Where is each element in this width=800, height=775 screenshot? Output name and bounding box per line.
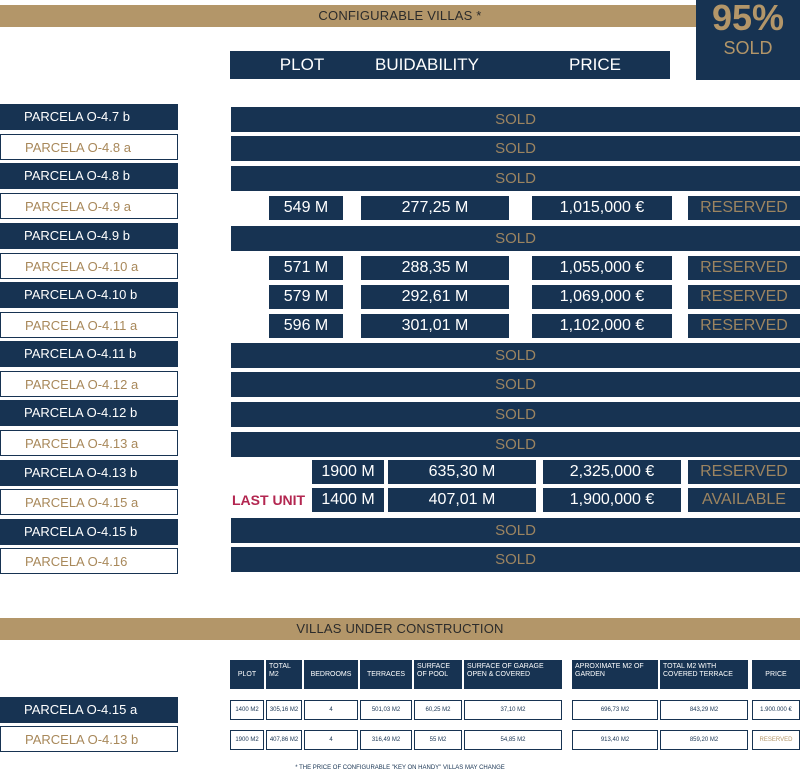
ct-cell-price: RESERVED <box>752 730 800 750</box>
sold-bar: SOLD <box>231 518 800 543</box>
sold-bar: SOLD <box>231 136 800 161</box>
lot-label: PARCELA O-4.10 a <box>0 253 178 279</box>
footnote: * THE PRICE OF CONFIGURABLE "KEY ON HANDY" VILLAS MAY CHANGE <box>295 765 505 771</box>
buildability-cell: 277,25 M <box>361 196 509 220</box>
sold-bar: SOLD <box>231 343 800 368</box>
ct-header-price: PRICE <box>752 660 800 689</box>
column-header-price: PRICE <box>569 55 621 74</box>
ct-header-total-covered: TOTAL M2 WITH COVERED TERRACE <box>660 660 748 689</box>
sold-bar: SOLD <box>231 107 800 132</box>
column-header-buildability: BUIDABILITY <box>375 55 479 74</box>
sold-bar: SOLD <box>231 372 800 397</box>
ct-lot-label: PARCELA O-4.13 b <box>0 726 178 752</box>
last-unit-label: LAST UNIT <box>232 492 306 508</box>
sold-bar: SOLD <box>231 547 800 572</box>
sold-bar: SOLD <box>231 166 800 191</box>
sold-percentage-badge <box>696 0 800 80</box>
status-cell: RESERVED <box>688 196 800 220</box>
ct-header-plot: PLOT <box>230 660 264 689</box>
buildability-cell: 292,61 M <box>361 285 509 309</box>
buildability-cell: 407,01 M <box>388 488 536 512</box>
ct-cell-garage: 54,85 M2 <box>464 730 562 750</box>
ct-cell-garage: 37,10 M2 <box>464 700 562 720</box>
plot-cell: 1900 M <box>312 460 384 484</box>
ct-cell-total-covered: 859,20 M2 <box>660 730 748 750</box>
sold-label: SOLD <box>723 38 773 58</box>
lot-label: PARCELA O-4.12 a <box>0 371 178 397</box>
lot-label: PARCELA O-4.11 b <box>0 341 178 367</box>
price-cell: 1,055,000 € <box>532 256 672 280</box>
ct-cell-total: 305,16 M2 <box>266 700 302 720</box>
status-cell: RESERVED <box>688 460 800 484</box>
ct-cell-price: 1.900.000 € <box>752 700 800 720</box>
ct-cell-pool: 55 M2 <box>414 730 462 750</box>
price-cell: 2,325,000 € <box>543 460 681 484</box>
ct-header-pool: SURFACE OF POOL <box>414 660 462 689</box>
ct-cell-terraces: 501,03 M2 <box>360 700 412 720</box>
ct-cell-bedrooms: 4 <box>304 700 358 720</box>
ct-header-terraces: TERRACES <box>360 660 412 689</box>
lot-label: PARCELA O-4.9 b <box>0 223 178 249</box>
section-title: CONFIGURABLE VILLAS * <box>318 8 482 23</box>
price-cell: 1,102,000 € <box>532 314 672 338</box>
configurable-villas-band <box>0 5 800 27</box>
buildability-cell: 301,01 M <box>361 314 509 338</box>
status-cell: AVAILABLE <box>688 488 800 512</box>
ct-cell-total: 407,86 M2 <box>266 730 302 750</box>
ct-cell-total-covered: 843,29 M2 <box>660 700 748 720</box>
lot-label: PARCELA O-4.15 b <box>0 519 178 545</box>
lot-label: PARCELA O-4.13 a <box>0 430 178 456</box>
lot-label: PARCELA O-4.9 a <box>0 193 178 219</box>
price-cell: 1,015,000 € <box>532 196 672 220</box>
section-title: VILLAS UNDER CONSTRUCTION <box>296 621 504 636</box>
ct-cell-pool: 60,25 M2 <box>414 700 462 720</box>
lot-label: PARCELA O-4.16 <box>0 548 178 574</box>
lot-label: PARCELA O-4.8 b <box>0 163 178 189</box>
column-header-plot: PLOT <box>279 55 325 74</box>
sold-percent: 95% <box>711 0 785 38</box>
lot-label: PARCELA O-4.10 b <box>0 282 178 308</box>
plot-cell: 579 M <box>269 285 343 309</box>
lot-label: PARCELA O-4.12 b <box>0 400 178 426</box>
lot-label: PARCELA O-4.15 a <box>0 489 178 515</box>
ct-cell-terraces: 316,49 M2 <box>360 730 412 750</box>
ct-header-total: TOTAL M2 <box>266 660 302 689</box>
lot-label: PARCELA O-4.11 a <box>0 312 178 338</box>
buildability-cell: 635,30 M <box>388 460 536 484</box>
ct-cell-plot: 1900 M2 <box>230 730 264 750</box>
under-construction-band <box>0 618 800 640</box>
lot-label: PARCELA O-4.8 a <box>0 134 178 160</box>
ct-cell-plot: 1400 M2 <box>230 700 264 720</box>
plot-cell: 549 M <box>269 196 343 220</box>
ct-header-bedrooms: BEDROOMS <box>304 660 358 689</box>
lot-label: PARCELA O-4.7 b <box>0 104 178 130</box>
price-cell: 1,900,000 € <box>543 488 681 512</box>
sold-bar: SOLD <box>231 432 800 457</box>
ct-header-garden: APROXIMATE M2 OF GARDEN <box>572 660 658 689</box>
status-cell: RESERVED <box>688 285 800 309</box>
plot-cell: 1400 M <box>312 488 384 512</box>
status-cell: RESERVED <box>688 314 800 338</box>
ct-lot-label: PARCELA O-4.15 a <box>0 697 178 723</box>
sold-bar: SOLD <box>231 402 800 427</box>
ct-cell-bedrooms: 4 <box>304 730 358 750</box>
lot-label: PARCELA O-4.13 b <box>0 460 178 486</box>
ct-header-garage: SURFACE OF GARAGE OPEN & COVERED <box>464 660 562 689</box>
ct-cell-garden: 696,73 M2 <box>572 700 658 720</box>
plot-cell: 571 M <box>269 256 343 280</box>
sold-bar: SOLD <box>231 226 800 251</box>
buildability-cell: 288,35 M <box>361 256 509 280</box>
plot-cell: 596 M <box>269 314 343 338</box>
status-cell: RESERVED <box>688 256 800 280</box>
price-cell: 1,069,000 € <box>532 285 672 309</box>
ct-cell-garden: 913,40 M2 <box>572 730 658 750</box>
